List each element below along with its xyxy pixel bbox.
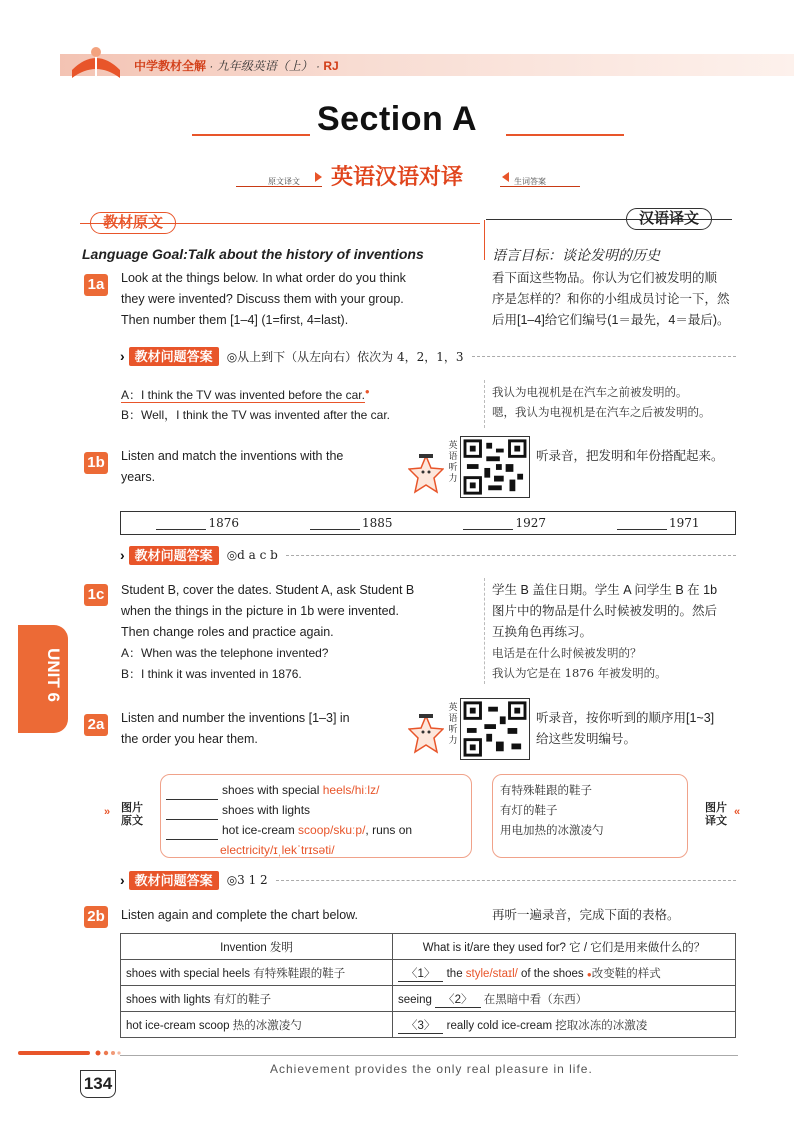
ex2b-text-en: Listen again and complete the chart below. (121, 908, 358, 922)
dialog-line-b: B：Well，I think the TV was invented after the car. (121, 408, 391, 422)
answer-bar-1b: › 教材问题答案 ◎d a c b (120, 545, 736, 565)
tab-original-text: 教材原文 (90, 212, 176, 234)
ex2b-text-zh: 再听一遍录音，完成下面的表格。 (492, 908, 680, 922)
language-goal-en: Language Goal:Talk about the history of inventions (82, 246, 424, 262)
page-number: 134 (80, 1070, 116, 1098)
year-blank[interactable]: 1971 (582, 516, 736, 530)
year-blank[interactable]: 1927 (428, 516, 582, 530)
answer-blank[interactable] (166, 806, 218, 820)
table-row: shoes with lights 有灯的鞋子 seeing 〈2〉 在黑暗中看（东西） (121, 986, 736, 1012)
ex1a-dialog-zh: 我认为电视机是在汽车之前被发明的。 嗯，我认为电视机是在汽车之后被发明的。 (492, 385, 711, 419)
picture-items-zh: 有特殊鞋跟的鞋子 有灯的鞋子 用电加热的冰激凌勺 (500, 783, 604, 837)
ex1a-text-en: Look at the things below. In what order do you think they were invented? Discuss them with your group. Then number them [1–4] (1=first, 4=last). (121, 271, 406, 327)
inventions-chart (120, 933, 736, 1038)
unit-side-tab: UNIT 6 (18, 625, 68, 733)
table-row: shoes with special heels 有特殊鞋跟的鞋子 〈1〉 the style/staɪl/ of the shoes ●改变鞋的样式 (121, 960, 736, 986)
answer-value: ◎3 1 2 (226, 873, 268, 887)
exercise-badge-1b: 1b (84, 452, 108, 474)
answer-blank[interactable] (166, 826, 218, 840)
answer-blank[interactable]: 〈1〉 (398, 965, 443, 982)
answer-value: ◎从上到下（从左向右）依次为 4，2，1，3 (226, 349, 464, 364)
double-chevron-icon: « (734, 806, 741, 818)
answer-label: 教材问题答案 (129, 347, 219, 366)
table-header-row (121, 934, 736, 960)
year-blank[interactable]: 1876 (121, 516, 275, 530)
answer-blank[interactable]: 〈2〉 (435, 991, 480, 1008)
subtitle: 英语汉语对译 (330, 164, 463, 189)
answer-blank[interactable]: 〈3〉 (398, 1017, 443, 1034)
year-blank[interactable]: 1885 (275, 516, 429, 530)
picture-item: hot ice-cream scoop/skuːp/, runs on (166, 820, 466, 840)
ex1b-text-zh: 听录音，把发明和年份搭配起来。 (536, 449, 724, 463)
answer-bar-1a: › 教材问题答案 ◎从上到下（从左向右）依次为 4，2，1，3 (120, 346, 736, 366)
dialog-line-a: A：I think the TV was invented before the car.● (121, 387, 370, 402)
answer-blank[interactable] (166, 786, 218, 800)
ex1a-text-zh: 看下面这些物品。你认为它们被发明的顺 序是怎样的？和你的小组成员讨论一下，然 后用[1–4]给它们编号(1＝最先，4＝最后)。 (492, 271, 730, 327)
tag-vocab-answers: 生词答案 (514, 177, 546, 186)
answer-value: ◎d a c b (226, 548, 278, 562)
exercise-badge-1a: 1a (84, 274, 108, 296)
qr-label-2a: 英语听力 (448, 702, 458, 745)
book-logo-icon (68, 40, 124, 84)
picture-original-label: 图片原文 (121, 802, 143, 827)
ex1b-text-en: Listen and match the inventions with the years. (121, 449, 344, 484)
picture-item: shoes with special heels/hiːlz/ (166, 780, 466, 800)
years-match-box (120, 511, 736, 535)
tag-original-translation: 原文译文 (268, 177, 300, 186)
picture-item: shoes with lights (166, 800, 466, 820)
footer-motto: Achievement provides the only real pleasure in life. (270, 1062, 593, 1076)
picture-items-en: shoes with special heels/hiːlz/ shoes with lights hot ice-cream scoop/skuːp/, runs on electricity/ɪˌlekˈtrɪsəti/ (166, 780, 466, 860)
exercise-badge-2a: 2a (84, 714, 108, 736)
section-title: Section A (316, 100, 478, 138)
table-row: hot ice-cream scoop 热的冰激凌勺 〈3〉 really cold ice-cream 挖取冰冻的冰激凌 (121, 1012, 736, 1038)
edition: RJ (323, 59, 339, 73)
ex2a-text-en: Listen and number the inventions [1–3] in the order you hear them. (121, 711, 350, 746)
answer-label: 教材问题答案 (129, 546, 219, 565)
double-chevron-icon: » (104, 806, 111, 818)
column-header: Invention 发明 (121, 934, 393, 960)
qr-label-1b: 英语听力 (448, 440, 458, 483)
column-header: What is it/are they used for? 它 / 它们是用来做什么的？ (393, 934, 736, 960)
star-mascot-icon (408, 452, 444, 498)
tab-chinese-translation: 汉语译文 (626, 208, 712, 230)
picture-translation-label: 图片译文 (705, 802, 727, 827)
answer-label: 教材问题答案 (129, 871, 219, 890)
answer-bar-2a: › 教材问题答案 ◎3 1 2 (120, 870, 736, 890)
ex1c-text-en: Student B, cover the dates. Student A, ask Student B when the things in the picture in 1b were invented. Then change roles and practice again. A：When was the telephone invented? B：I think it was invented in 1876. (121, 583, 415, 681)
triangle-left-icon (502, 172, 509, 182)
book-title: 中学教材全解 (134, 59, 207, 73)
course-title: 九年级英语（上） (216, 59, 313, 73)
ex1a-dialog-en (121, 382, 390, 425)
ex2a-text-zh: 听录音，按你听到的顺序用[1~3] 给这些发明编号。 (536, 711, 715, 746)
star-mascot-icon (408, 712, 444, 758)
language-goal-zh: 语言目标：谈论发明的历史 (492, 247, 660, 263)
qr-code-icon[interactable] (460, 698, 530, 760)
running-header: 中学教材全解 · 九年级英语（上） · RJ (134, 59, 339, 73)
qr-code-icon[interactable] (460, 436, 530, 498)
exercise-badge-2b: 2b (84, 906, 108, 928)
ex1c-text-zh: 学生 B 盖住日期。学生 A 问学生 B 在 1b 图片中的物品是什么时候被发明的。然后 互换角色再练习。 电话是在什么时候被发明的？ 我认为它是在 1876 年被发明的。 (492, 583, 718, 680)
exercise-badge-1c: 1c (84, 584, 108, 606)
